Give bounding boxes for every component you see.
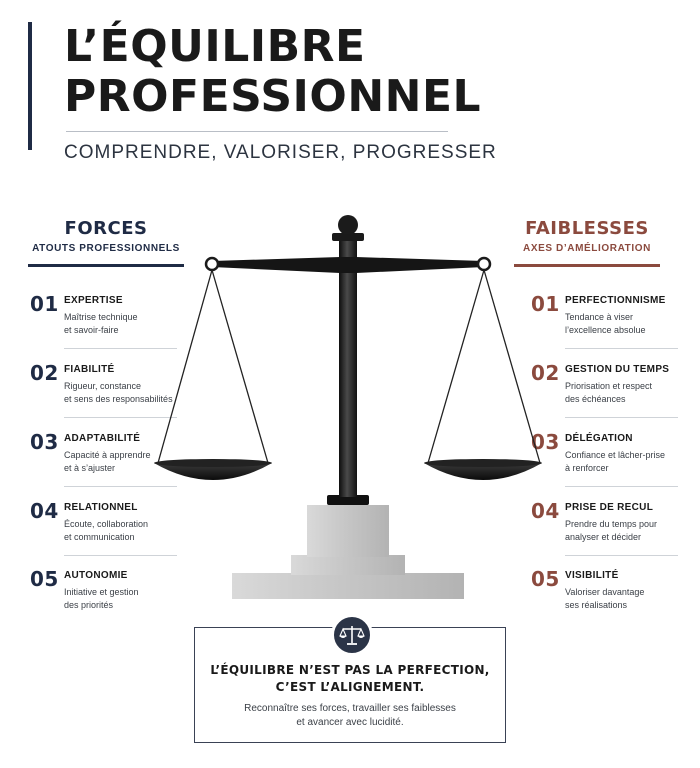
title-divider	[66, 131, 448, 132]
title-accent-bar	[28, 22, 32, 150]
faiblesses-item-description: Priorisation et respect des échéances	[565, 381, 653, 404]
faiblesses-item-divider	[565, 348, 678, 349]
faiblesses-heading: FAIBLESSES	[525, 218, 649, 239]
title-line-1: L’ÉQUILIBRE	[64, 21, 366, 72]
forces-item-description: Maîtrise technique et savoir-faire	[64, 312, 138, 335]
forces-item-description: Initiative et gestion des priorités	[64, 587, 139, 610]
faiblesses-item-description: Confiance et lâcher-prise à renforcer	[565, 450, 666, 473]
forces-item-number: 05	[30, 567, 59, 591]
forces-item-title: EXPERTISE	[64, 295, 123, 306]
faiblesses-item-title: DÉLÉGATION	[565, 433, 633, 444]
forces-item-number: 01	[30, 292, 59, 316]
quote-body-1: Reconnaître ses forces, travailler ses faiblesses	[244, 703, 456, 714]
faiblesses-item-description: Tendance à viser l’excellence absolue	[565, 312, 646, 335]
forces-item-description: Capacité à apprendre et à s’ajuster	[64, 450, 151, 473]
pedestal-top	[307, 505, 389, 557]
post-finial	[338, 215, 358, 235]
scale-beam	[212, 257, 484, 273]
forces-item-title: FIABILITÉ	[64, 364, 115, 375]
forces-item-number: 04	[30, 499, 59, 523]
forces-item-description: Écoute, collaboration et communication	[64, 519, 149, 542]
right-string-outer	[484, 270, 540, 463]
page-title	[64, 22, 481, 122]
title-line-2: PROFESSIONNEL	[64, 71, 482, 122]
faiblesses-item-title: VISIBILITÉ	[565, 570, 619, 581]
forces-item-description: Rigueur, constance et sens des responsabilités	[64, 381, 173, 404]
forces-item-title: AUTONOMIE	[64, 570, 128, 581]
quote-body	[194, 702, 506, 730]
beam-right-ring	[478, 258, 490, 270]
faiblesses-item-number: 02	[531, 361, 560, 385]
faiblesses-item-divider	[565, 555, 678, 556]
faiblesses-item-number: 03	[531, 430, 560, 454]
forces-item-number: 03	[30, 430, 59, 454]
right-pan-rim	[424, 459, 542, 467]
scale-post	[339, 235, 357, 497]
forces-subheading: ATOUTS PROFESSIONNELS	[32, 243, 180, 254]
faiblesses-item-title: PERFECTIONNISME	[565, 295, 666, 306]
balance-scale-illustration	[140, 205, 560, 605]
left-pan-rim	[154, 459, 272, 467]
faiblesses-item-number: 05	[531, 567, 560, 591]
quote-headline	[194, 662, 506, 696]
right-string-inner	[428, 270, 484, 463]
pedestal-middle	[291, 555, 405, 575]
forces-item-number: 02	[30, 361, 59, 385]
left-string-inner	[212, 270, 268, 463]
beam-left-ring	[206, 258, 218, 270]
left-string-outer	[158, 270, 212, 463]
quote-line-1: L’ÉQUILIBRE N’EST PAS LA PERFECTION,	[210, 663, 490, 677]
faiblesses-item-description: Prendre du temps pour analyser et décider	[565, 519, 658, 542]
faiblesses-item-number: 01	[531, 292, 560, 316]
faiblesses-item-divider	[565, 486, 678, 487]
quote-line-2: C’EST L’ALIGNEMENT.	[275, 680, 425, 694]
forces-heading: FORCES	[64, 218, 148, 239]
balance-scale-icon	[331, 614, 373, 656]
faiblesses-item-title: PRISE DE RECUL	[565, 502, 654, 513]
forces-item-title: RELATIONNEL	[64, 502, 138, 513]
pedestal-base	[232, 573, 464, 599]
forces-item-title: ADAPTABILITÉ	[64, 433, 141, 444]
faiblesses-item-title: GESTION DU TEMPS	[565, 364, 670, 375]
faiblesses-item-number: 04	[531, 499, 560, 523]
faiblesses-item-description: Valoriser davantage ses réalisations	[565, 587, 645, 610]
faiblesses-item-divider	[565, 417, 678, 418]
faiblesses-subheading: AXES D’AMÉLIORATION	[523, 243, 651, 254]
page-subtitle: COMPRENDRE, VALORISER, PROGRESSER	[64, 142, 497, 163]
quote-body-2: et avancer avec lucidité.	[296, 717, 404, 728]
